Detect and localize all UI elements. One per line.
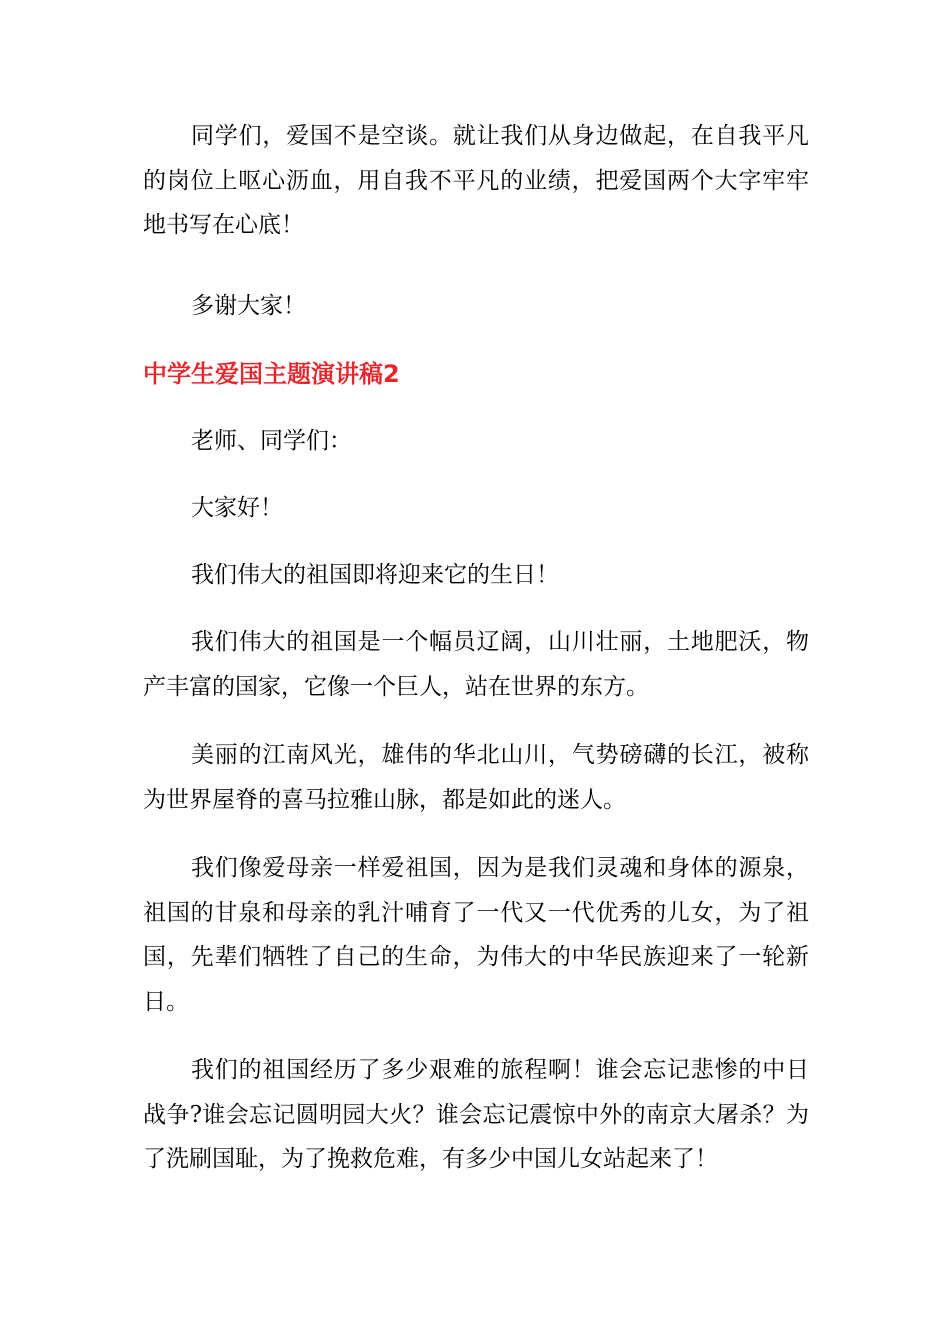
paragraph: 我们伟大的祖国即将迎来它的生日！ bbox=[191, 562, 559, 588]
paragraph: 多谢大家！ bbox=[191, 293, 306, 319]
paragraph: 我们像爱母亲一样爱祖国，因为是我们灵魂和身体的源泉，祖国的甘泉和母亲的乳汁哺育了一代又一代优秀的儿女，为了祖国，先辈们牺牲了自己的生命，为伟大的中华民族迎来了一轮新日。 bbox=[143, 855, 809, 1015]
section-heading: 中学生爱国主题演讲稿2 bbox=[143, 360, 400, 388]
paragraph: 我们伟大的祖国是一个幅员辽阔，山川壮丽，土地肥沃，物产丰富的国家，它像一个巨人，站在世界的东方。 bbox=[143, 629, 809, 700]
paragraph: 美丽的江南风光，雄伟的华北山川，气势磅礴的长江，被称为世界屋脊的喜马拉雅山脉，都是如此的迷人。 bbox=[143, 742, 809, 813]
paragraph: 大家好！ bbox=[191, 495, 283, 521]
paragraph: 同学们，爱国不是空谈。就让我们从身边做起，在自我平凡的岗位上呕心沥血，用自我不平凡的业绩，把爱国两个大字牢牢地书写在心底！ bbox=[143, 123, 809, 238]
paragraph: 老师、同学们： bbox=[191, 428, 352, 454]
paragraph: 我们的祖国经历了多少艰难的旅程啊！谁会忘记悲惨的中日战争?谁会忘记圆明园大火？谁会忘记震惊中外的南京大屠杀？为了洗刷国耻，为了挽救危难，有多少中国儿女站起来了！ bbox=[143, 1057, 809, 1172]
